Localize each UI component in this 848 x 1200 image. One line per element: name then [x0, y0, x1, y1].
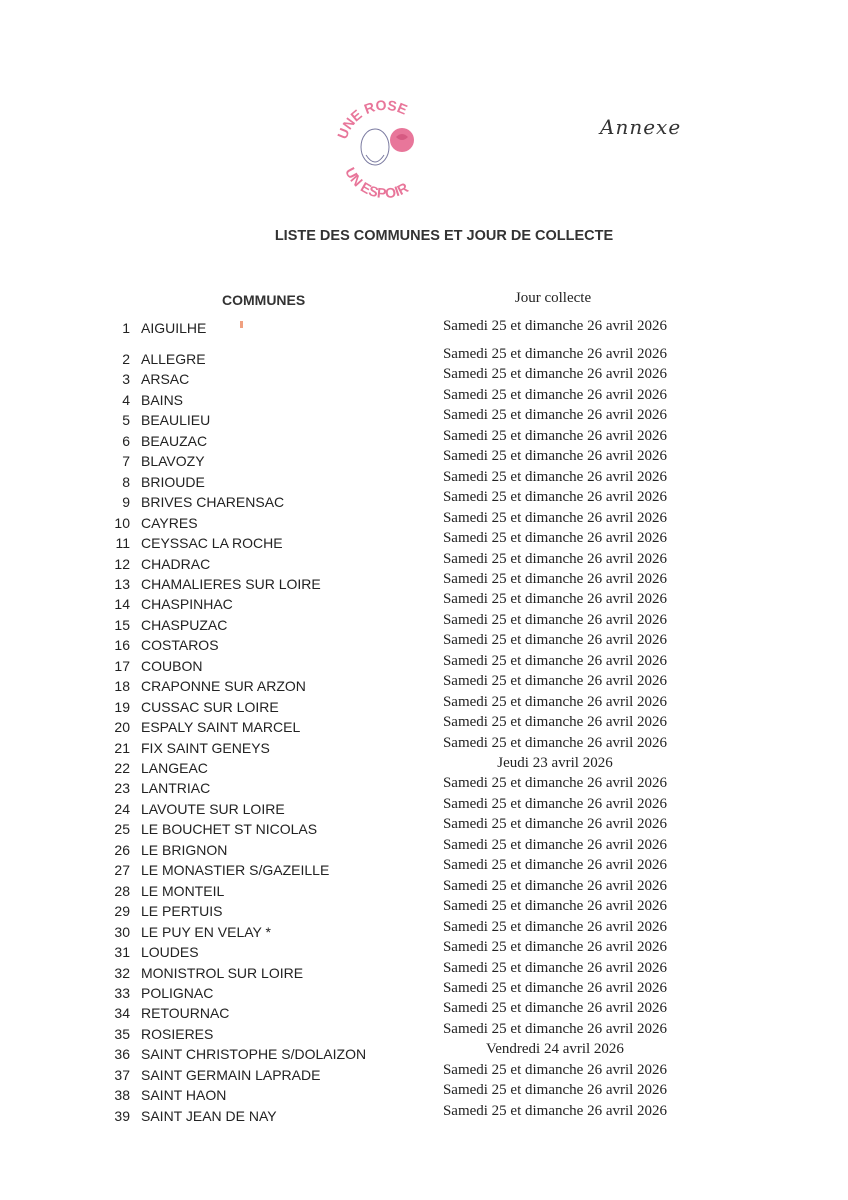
commune-name: AIGUILHE [141, 320, 207, 336]
table-row [0, 366, 848, 386]
commune-name: CUSSAC SUR LOIRE [141, 698, 279, 715]
row-number: 37 [114, 1066, 130, 1083]
row-number: 25 [114, 821, 130, 838]
collecte-date: Samedi 25 et dimanche 26 avril 2026 [442, 734, 668, 751]
commune-name: LE PERTUIS [141, 903, 223, 920]
table-row [0, 1103, 848, 1123]
row-number: 26 [114, 841, 130, 858]
collecte-date: Samedi 25 et dimanche 26 avril 2026 [442, 468, 668, 485]
commune-name: BEAULIEU [141, 412, 211, 429]
row-number: 2 [122, 351, 130, 367]
table-row [0, 837, 848, 857]
collecte-date: Samedi 25 et dimanche 26 avril 2026 [442, 877, 668, 894]
collecte-date: Samedi 25 et dimanche 26 avril 2026 [442, 611, 668, 628]
table-row [0, 346, 848, 366]
table-row [0, 571, 848, 591]
table-row [0, 857, 848, 877]
commune-name: ROSIERES [141, 1025, 214, 1042]
commune-name: CHADRAC [141, 555, 211, 572]
une-rose-un-espoir-logo [330, 95, 440, 205]
collecte-date: Samedi 25 et dimanche 26 avril 2026 [442, 530, 668, 547]
commune-name: LE PUY EN VELAY * [141, 923, 271, 940]
collecte-date: Samedi 25 et dimanche 26 avril 2026 [442, 346, 668, 362]
commune-name: LE MONASTIER S/GAZEILLE [141, 862, 330, 879]
scan-mark [240, 321, 243, 328]
commune-name: COUBON [141, 657, 203, 674]
collecte-date: Samedi 25 et dimanche 26 avril 2026 [442, 1082, 668, 1099]
commune-name: LAVOUTE SUR LOIRE [141, 800, 285, 817]
table-row [0, 318, 848, 338]
commune-name: CRAPONNE SUR ARZON [141, 678, 306, 695]
row-number: 24 [114, 800, 130, 817]
row-number: 8 [122, 473, 130, 490]
row-number: 16 [114, 637, 130, 654]
collecte-date: Samedi 25 et dimanche 26 avril 2026 [442, 448, 668, 465]
table-row [0, 1041, 848, 1061]
commune-name: POLIGNAC [141, 984, 214, 1001]
table-row [0, 510, 848, 530]
svg-text:UN ESPOIR: UN ESPOIR [342, 164, 411, 202]
row-number: 22 [114, 760, 130, 776]
table-row [0, 919, 848, 939]
collecte-date: Samedi 25 et dimanche 26 avril 2026 [442, 1102, 668, 1119]
row-number: 12 [114, 555, 130, 572]
table-row [0, 448, 848, 468]
table-row [0, 653, 848, 673]
row-number: 13 [114, 575, 130, 592]
table-row [0, 755, 848, 775]
row-number: 39 [114, 1107, 130, 1124]
table-row [0, 980, 848, 1000]
commune-name: BRIOUDE [141, 473, 205, 490]
table-row [0, 898, 848, 918]
svg-text:UNE ROSE: UNE ROSE [333, 96, 410, 142]
commune-name: CHAMALIERES SUR LOIRE [141, 575, 321, 592]
table-row [0, 939, 848, 959]
commune-name: BAINS [141, 391, 184, 408]
commune-name: SAINT CHRISTOPHE S/DOLAIZON [141, 1046, 367, 1063]
row-number: 19 [114, 698, 130, 715]
collecte-date: Samedi 25 et dimanche 26 avril 2026 [442, 673, 668, 690]
commune-name: CHASPINHAC [141, 596, 233, 613]
table-row [0, 469, 848, 489]
row-number: 10 [114, 514, 130, 531]
row-number: 29 [114, 903, 130, 920]
collecte-date: Samedi 25 et dimanche 26 avril 2026 [442, 1000, 668, 1017]
row-number: 7 [122, 453, 130, 470]
collecte-date: Samedi 25 et dimanche 26 avril 2026 [442, 795, 668, 812]
row-number: 23 [114, 780, 130, 797]
row-number: 4 [122, 391, 130, 408]
table-row [0, 632, 848, 652]
commune-name: LE BOUCHET ST NICOLAS [141, 821, 318, 838]
table-row [0, 673, 848, 693]
table-row [0, 1021, 848, 1041]
row-number: 31 [114, 944, 130, 961]
collecte-date: Samedi 25 et dimanche 26 avril 2026 [442, 407, 668, 424]
table-row [0, 1000, 848, 1020]
collecte-date: Samedi 25 et dimanche 26 avril 2026 [442, 318, 668, 334]
table-row [0, 878, 848, 898]
table-row [0, 816, 848, 836]
commune-name: RETOURNAC [141, 1005, 230, 1022]
row-number: 5 [122, 412, 130, 429]
commune-name: LANGEAC [141, 760, 208, 776]
collecte-date: Samedi 25 et dimanche 26 avril 2026 [442, 570, 668, 587]
column-header-jour: Jour collecte [514, 290, 592, 306]
column-header-communes: COMMUNES [222, 292, 306, 308]
collecte-date: Samedi 25 et dimanche 26 avril 2026 [442, 1020, 668, 1037]
table-row [0, 714, 848, 734]
row-number: 34 [114, 1005, 130, 1022]
row-number: 11 [115, 535, 130, 552]
commune-name: SAINT HAON [141, 1087, 227, 1104]
commune-name: BLAVOZY [141, 453, 205, 470]
commune-name: ALLEGRE [141, 351, 206, 367]
table-row [0, 694, 848, 714]
row-number: 1 [122, 320, 130, 336]
collecte-date: Samedi 25 et dimanche 26 avril 2026 [442, 714, 668, 731]
row-number: 33 [114, 984, 130, 1001]
collecte-date: Samedi 25 et dimanche 26 avril 2026 [442, 918, 668, 935]
row-number: 3 [122, 371, 130, 388]
commune-name: CHASPUZAC [141, 616, 228, 633]
collecte-date: Samedi 25 et dimanche 26 avril 2026 [442, 979, 668, 996]
table-row [0, 775, 848, 795]
table-row [0, 407, 848, 427]
commune-name: FIX SAINT GENEYS [141, 739, 270, 756]
collecte-date: Vendredi 24 avril 2026 [486, 1041, 624, 1058]
row-number: 20 [114, 719, 130, 736]
collecte-date: Samedi 25 et dimanche 26 avril 2026 [442, 652, 668, 669]
collecte-date: Samedi 25 et dimanche 26 avril 2026 [442, 489, 668, 506]
commune-name: BRIVES CHARENSAC [141, 494, 285, 511]
collecte-date: Samedi 25 et dimanche 26 avril 2026 [442, 509, 668, 526]
table-row [0, 489, 848, 509]
table-row [0, 551, 848, 571]
row-number: 17 [114, 657, 130, 674]
handwritten-annotation: Annexe [600, 115, 682, 139]
commune-name: SAINT GERMAIN LAPRADE [141, 1066, 321, 1083]
row-number: 30 [114, 923, 130, 940]
collecte-date: Samedi 25 et dimanche 26 avril 2026 [442, 386, 668, 403]
collecte-date: Samedi 25 et dimanche 26 avril 2026 [442, 816, 668, 833]
table-row [0, 960, 848, 980]
table-row [0, 612, 848, 632]
commune-name: CAYRES [141, 514, 198, 531]
collecte-date: Samedi 25 et dimanche 26 avril 2026 [442, 836, 668, 853]
commune-name: MONISTROL SUR LOIRE [141, 964, 304, 981]
collecte-date: Samedi 25 et dimanche 26 avril 2026 [442, 632, 668, 649]
collecte-date: Samedi 25 et dimanche 26 avril 2026 [442, 857, 668, 874]
row-number: 28 [114, 882, 130, 899]
collecte-date: Samedi 25 et dimanche 26 avril 2026 [442, 775, 668, 792]
row-number: 18 [114, 678, 130, 695]
commune-name: CEYSSAC LA ROCHE [141, 535, 283, 552]
table-row [0, 735, 848, 755]
row-number: 27 [114, 862, 130, 879]
row-number: 14 [114, 596, 130, 613]
document-title: LISTE DES COMMUNES ET JOUR DE COLLECTE [274, 228, 614, 244]
commune-name: LE BRIGNON [141, 841, 228, 858]
table-row [0, 530, 848, 550]
collecte-date: Samedi 25 et dimanche 26 avril 2026 [442, 550, 668, 567]
row-number: 35 [114, 1025, 130, 1042]
table-row [0, 796, 848, 816]
collecte-date: Samedi 25 et dimanche 26 avril 2026 [442, 959, 668, 976]
table-row [0, 428, 848, 448]
row-number: 36 [114, 1046, 130, 1063]
table-row [0, 591, 848, 611]
collecte-date: Samedi 25 et dimanche 26 avril 2026 [442, 591, 668, 608]
row-number: 21 [114, 739, 130, 756]
table-row [0, 387, 848, 407]
collecte-date: Samedi 25 et dimanche 26 avril 2026 [442, 1061, 668, 1078]
commune-name: BEAUZAC [141, 432, 208, 449]
commune-name: LANTRIAC [141, 780, 211, 797]
commune-name: LOUDES [141, 944, 199, 961]
commune-name: COSTAROS [141, 637, 219, 654]
collecte-date: Samedi 25 et dimanche 26 avril 2026 [442, 427, 668, 444]
table-row [0, 1062, 848, 1082]
row-number: 15 [114, 616, 130, 633]
collecte-date: Jeudi 23 avril 2026 [497, 755, 613, 771]
commune-name: SAINT JEAN DE NAY [141, 1107, 277, 1124]
commune-name: LE MONTEIL [141, 882, 225, 899]
row-number: 32 [114, 964, 130, 981]
collecte-date: Samedi 25 et dimanche 26 avril 2026 [442, 366, 668, 383]
row-number: 38 [114, 1087, 130, 1104]
commune-name: ARSAC [141, 371, 190, 388]
row-number: 9 [122, 494, 130, 511]
collecte-date: Samedi 25 et dimanche 26 avril 2026 [442, 693, 668, 710]
commune-name: ESPALY SAINT MARCEL [141, 719, 301, 736]
row-number: 6 [122, 432, 130, 449]
table-row [0, 1082, 848, 1102]
collecte-date: Samedi 25 et dimanche 26 avril 2026 [442, 939, 668, 956]
collecte-date: Samedi 25 et dimanche 26 avril 2026 [442, 898, 668, 915]
